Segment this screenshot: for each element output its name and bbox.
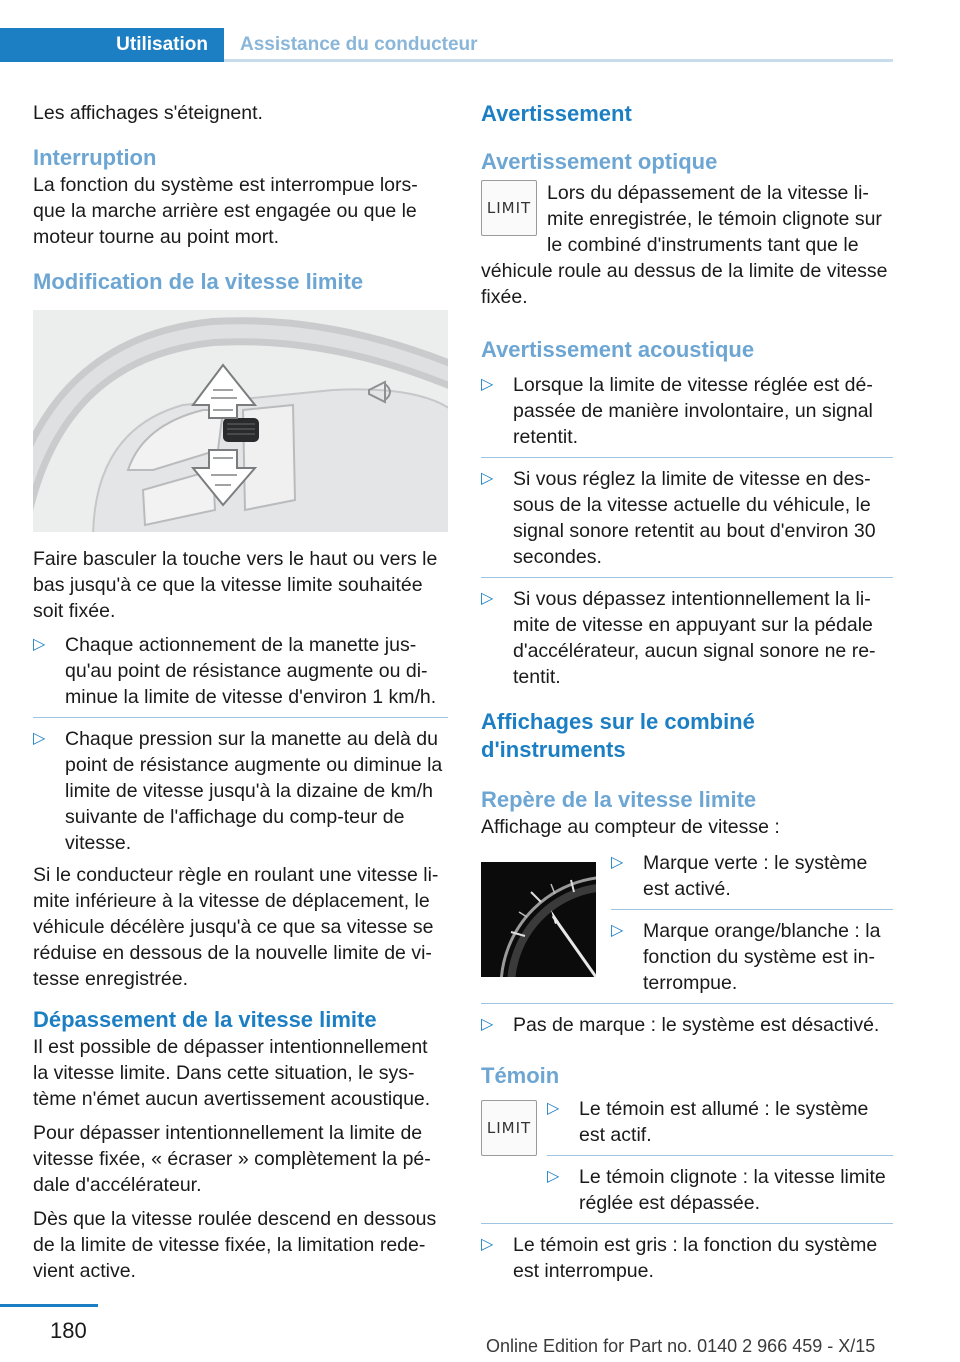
interruption-text: La fonction du système est interrompue lors-que la marche arrière est engagée ou que le moteur tourne au point mort. xyxy=(33,174,418,248)
bullet-divider xyxy=(481,457,893,458)
triangle-right-icon: ▷ xyxy=(481,1016,494,1033)
visual-warning-text-cont: véhicule roule au dessus de la limite de vitesse fixée. xyxy=(481,260,888,308)
bullet-divider xyxy=(33,717,448,718)
page-number: 180 xyxy=(50,1318,87,1343)
triangle-right-icon: ▷ xyxy=(547,1100,560,1117)
modification-text: Faire basculer la touche vers le haut ou vers le bas jusqu'à ce que la vitesse limite souhaitée soit fixée. xyxy=(33,548,438,622)
limit-marker-side-list xyxy=(611,850,893,996)
indicator-lamp-side-list xyxy=(547,1096,893,1216)
modification-bullet-list xyxy=(33,632,448,856)
acoustic-warning-heading: Avertissement acoustique xyxy=(481,337,755,362)
bullet-divider xyxy=(481,577,893,578)
acoustic-bullet-list xyxy=(481,372,893,690)
intro-text: Les affichages s'éteignent. xyxy=(33,102,263,124)
limit-marker-list xyxy=(481,1012,893,1038)
cluster-display-heading: Affichages sur le combiné d'instruments xyxy=(481,709,755,762)
visual-warning-heading: Avertissement optique xyxy=(481,149,718,174)
list-item: ▷ Lorsque la limite de vitesse réglée est dé-passée de manière involontaire, un signal retentit. xyxy=(481,374,873,448)
overspeed-text-3: Dès que la vitesse roulée descend en dessous de la limite de vitesse fixée, la limitation rede-vient active. xyxy=(33,1208,437,1282)
triangle-right-icon: ▷ xyxy=(481,1236,494,1253)
list-item: ▷ Pas de marque : le système est désactivé. xyxy=(481,1014,880,1036)
limit-marker-heading: Repère de la vitesse limite xyxy=(481,787,757,812)
list-item: ▷ Le témoin est gris : la fonction du système est interrompue. xyxy=(481,1234,878,1282)
interruption-heading: Interruption xyxy=(33,145,157,170)
list-item: ▷ Le témoin clignote : la vitesse limite réglée est dépassée. xyxy=(547,1166,886,1214)
section-title: Assistance du conducteur xyxy=(240,34,478,55)
indicator-lamp-list xyxy=(481,1232,893,1284)
triangle-right-icon: ▷ xyxy=(481,470,494,487)
right-column xyxy=(481,100,893,1290)
chapter-tab: Utilisation xyxy=(0,28,224,62)
bullet-divider xyxy=(481,1223,893,1224)
warning-heading: Avertissement xyxy=(481,101,632,126)
page-header xyxy=(0,28,893,62)
triangle-right-icon: ▷ xyxy=(611,922,624,939)
list-item: ▷ Chaque actionnement de la manette jus-qu'au point de résistance augmente ou di-minue la limite de vitesse d'environ 1 km/h. xyxy=(33,634,437,708)
limit-indicator-icon: LIMIT xyxy=(481,1100,537,1156)
bullet-divider xyxy=(547,1155,893,1156)
triangle-right-icon: ▷ xyxy=(547,1168,560,1185)
indicator-lamp-block xyxy=(481,1096,893,1216)
bullet-divider xyxy=(611,909,893,910)
steering-wheel-illustration xyxy=(33,310,448,532)
visual-warning-block xyxy=(481,180,893,258)
list-item: ▷ Si vous dépassez intentionnellement la li-mite de vitesse en appuyant sur la pédale d'accélérateur, aucun signal sonore ne re-tentit. xyxy=(481,588,876,688)
triangle-right-icon: ▷ xyxy=(33,636,46,653)
bullet-divider xyxy=(481,1003,893,1004)
list-item: ▷ Chaque pression sur la manette au delà du point de résistance augmente ou diminue la limite de vitesse jusqu'à la dizaine de km/h suivante de l'affichage du comp-teur de vitesse. xyxy=(33,728,443,854)
overspeed-heading: Dépassement de la vitesse limite xyxy=(33,1007,377,1032)
triangle-right-icon: ▷ xyxy=(33,730,46,747)
limit-marker-block xyxy=(481,850,893,996)
limit-marker-intro: Affichage au compteur de vitesse : xyxy=(481,816,780,838)
limit-indicator-icon: LIMIT xyxy=(481,180,537,236)
triangle-right-icon: ▷ xyxy=(481,590,494,607)
left-column xyxy=(33,100,448,1292)
list-item: ▷ Si vous réglez la limite de vitesse en des-sous de la vitesse actuelle du véhicule, le signal sonore retentit au bout d'environ 30 secondes. xyxy=(481,468,876,568)
modification-heading: Modification de la vitesse limite xyxy=(33,269,364,294)
overspeed-text-2: Pour dépasser intentionnellement la limite de vitesse fixée, « écraser » complètement la pé-dale d'accélérateur. xyxy=(33,1122,431,1196)
visual-warning-text: Lors du dépassement de la vitesse li-mite enregistrée, le témoin clignote sur le combiné d'instruments tant que le xyxy=(547,182,882,256)
overspeed-text-1: Il est possible de dépasser intentionnellement la vitesse limite. Dans cette situation, le sys-tème n'émet aucun avertissement acoustique. xyxy=(33,1036,431,1110)
list-item: ▷ Marque orange/blanche : la fonction du système est in-terrompue. xyxy=(611,920,881,994)
indicator-lamp-heading: Témoin xyxy=(481,1063,560,1088)
speedometer-image xyxy=(481,862,596,977)
modification-after-text: Si le conducteur règle en roulant une vitesse li-mite inférieure à la vitesse de déplacement, le véhicule décélère jusqu'à ce que sa vitesse se réduise en dessous de la nouvelle limite de vi-tesse enregistrée. xyxy=(33,864,439,990)
triangle-right-icon: ▷ xyxy=(611,854,624,871)
footer-rule xyxy=(0,1304,98,1307)
edition-note: Online Edition for Part no. 0140 2 966 459 - X/15 xyxy=(486,1336,876,1356)
list-item: ▷ Le témoin est allumé : le système est actif. xyxy=(547,1098,869,1146)
header-rule xyxy=(224,59,893,62)
list-item: ▷ Marque verte : le système est activé. xyxy=(611,852,868,900)
triangle-right-icon: ▷ xyxy=(481,376,494,393)
